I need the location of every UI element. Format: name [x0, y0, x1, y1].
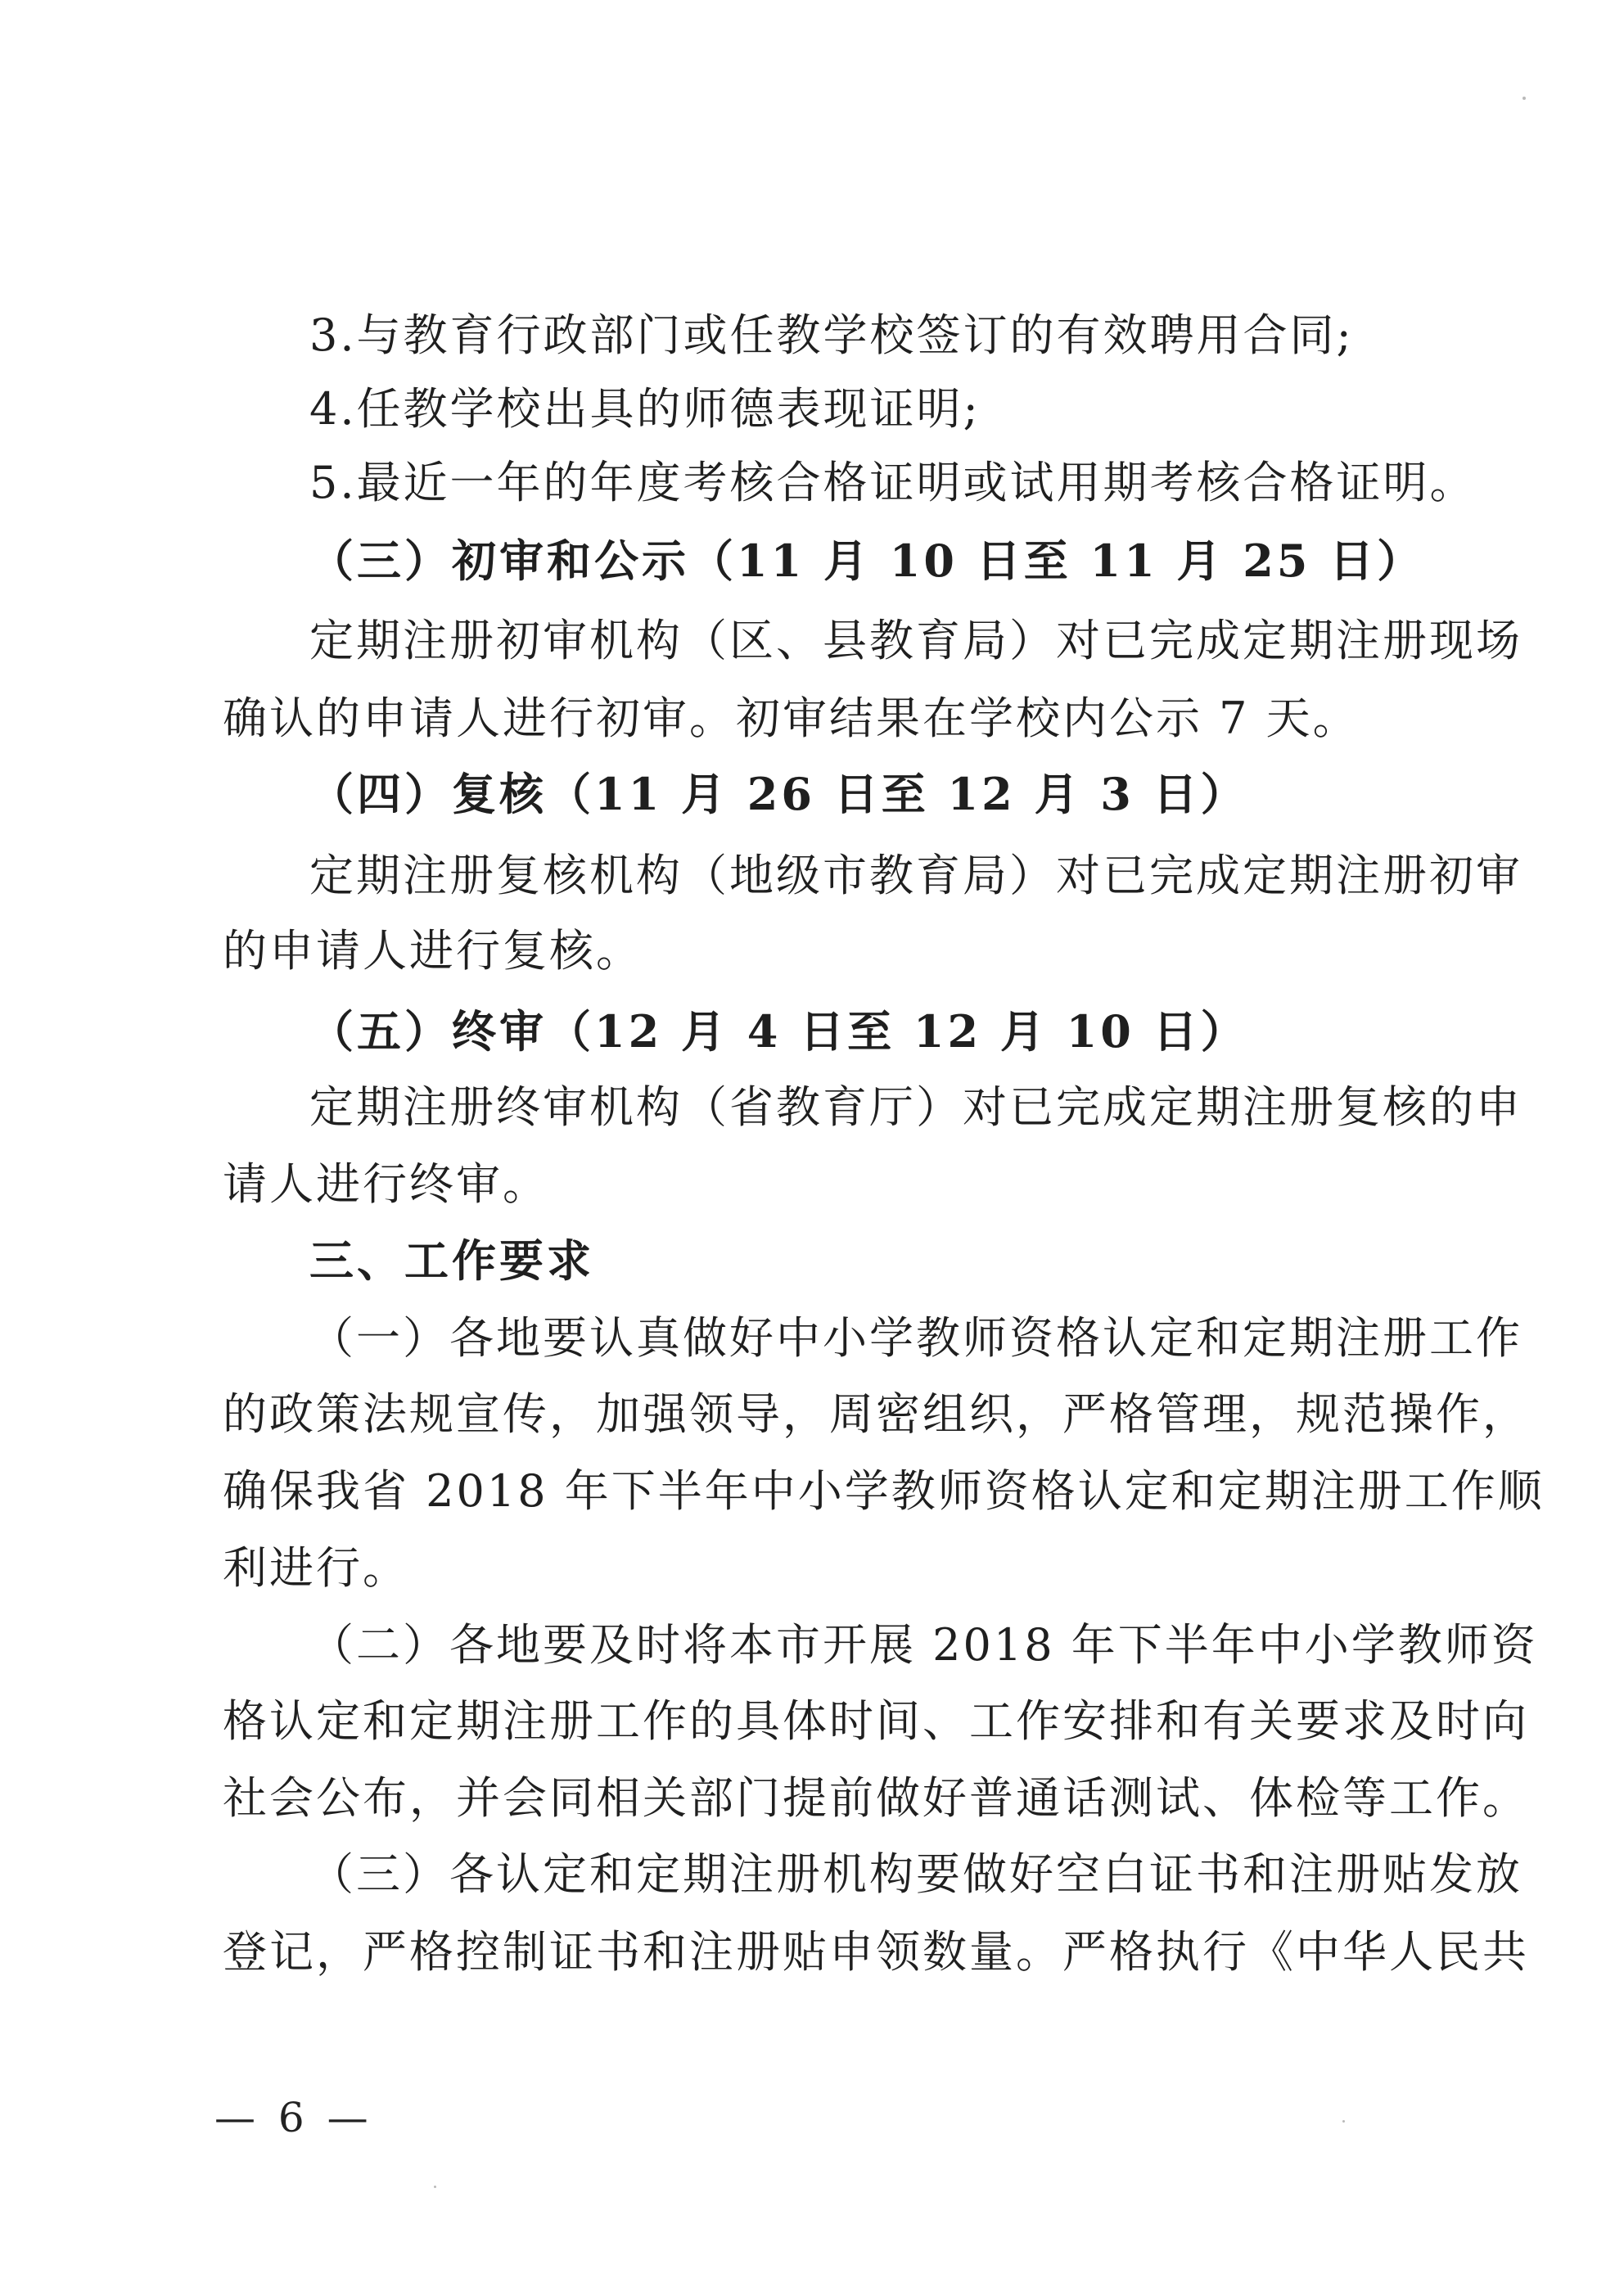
paragraph-line: 5.最近一年的年度考核合格证明或试用期考核合格证明。 — [309, 457, 1477, 508]
paragraph-line: （二）各地要及时将本市开展 2018 年下半年中小学教师资 — [309, 1619, 1538, 1671]
paragraph-line: 的政策法规宣传，加强领导，周密组织，严格管理，规范操作， — [223, 1388, 1529, 1440]
section-heading: 三、工作要求 — [309, 1234, 594, 1287]
section-heading: （四）复核（11 月 26 日至 12 月 3 日） — [309, 768, 1248, 820]
paragraph-line: 3.与教育行政部门或任教学校签订的有效聘用合同; — [309, 309, 1354, 361]
paragraph-line: （一）各地要认真做好中小学教师资格认定和定期注册工作 — [309, 1312, 1522, 1364]
scan-speck — [1522, 97, 1526, 100]
scan-speck — [434, 2186, 436, 2188]
paragraph-line: 社会公布，并会同相关部门提前做好普通话测试、体检等工作。 — [223, 1772, 1529, 1824]
paragraph-line: 利进行。 — [223, 1542, 409, 1594]
page-number: — 6 — — [214, 2094, 373, 2141]
paragraph-line: （三）各认定和定期注册机构要做好空白证书和注册贴发放 — [309, 1848, 1522, 1900]
paragraph-line: 请人进行终审。 — [223, 1158, 549, 1210]
paragraph-line: 登记，严格控制证书和注册贴申领数量。严格执行《中华人民共 — [223, 1926, 1529, 1978]
paragraph-line: 4.任教学校出具的师德表现证明; — [309, 383, 981, 435]
paragraph-line: 定期注册初审机构（区、县教育局）对已完成定期注册现场 — [309, 615, 1522, 666]
section-heading: （五）终审（12 月 4 日至 12 月 10 日） — [309, 1005, 1248, 1058]
section-heading: （三）初审和公示（11 月 10 日至 11 月 25 日） — [309, 535, 1425, 587]
paragraph-line: 的申请人进行复核。 — [223, 925, 643, 977]
paragraph-line: 定期注册复核机构（地级市教育局）对已完成定期注册初审 — [309, 850, 1522, 901]
paragraph-line: 格认定和定期注册工作的具体时间、工作安排和有关要求及时向 — [223, 1695, 1529, 1747]
scan-speck — [1342, 2120, 1345, 2123]
paragraph-line: 确保我省 2018 年下半年中小学教师资格认定和定期注册工作顺 — [223, 1465, 1545, 1517]
paragraph-line: 定期注册终审机构（省教育厅）对已完成定期注册复核的申 — [309, 1081, 1522, 1133]
paragraph-line: 确认的申请人进行初审。初审结果在学校内公示 7 天。 — [223, 693, 1360, 744]
